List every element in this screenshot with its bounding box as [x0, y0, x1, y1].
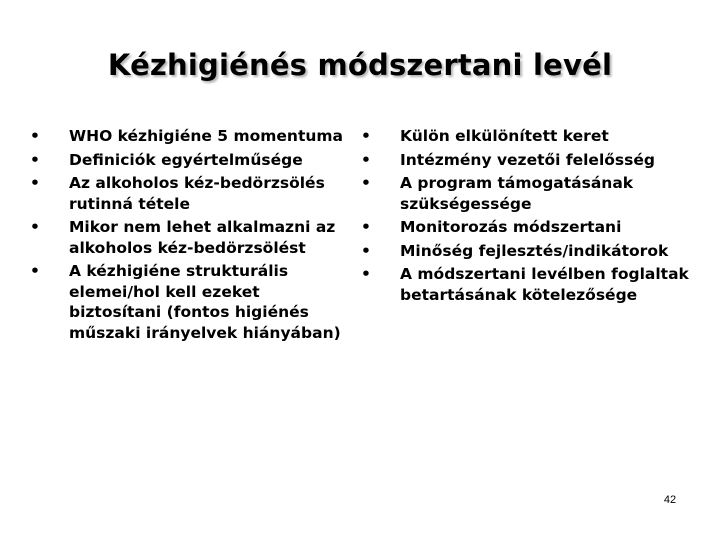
bullet-dot-icon: •	[361, 265, 371, 283]
bullet-dot-icon: •	[30, 174, 40, 192]
bullet-text: A módszertani levélben foglaltak betartásának kötelezősége	[400, 265, 689, 304]
bullet-text: A program támogatásának szükségessége	[400, 174, 634, 213]
page-number: 42	[663, 494, 677, 506]
bullet-text: WHO kézhigiéne 5 momentuma	[69, 127, 344, 145]
bullet-text: Külön elkülönített keret	[400, 127, 609, 145]
bullet-dot-icon: •	[361, 174, 371, 192]
bullet-item-alcohol-routine	[30, 173, 348, 214]
bullet-text: Mikor nem lehet alkalmazni az alkoholos kéz-bedörzsölést	[69, 218, 336, 257]
bullet-item-who-moments	[30, 126, 348, 147]
left-bullet-list	[30, 126, 348, 346]
bullet-dot-icon: •	[361, 241, 371, 260]
bullet-dot-icon: •	[361, 127, 371, 145]
bullet-text: Minőség fejlesztés/indikátorok	[400, 241, 669, 260]
bullet-text: Definiciók egyértelműsége	[69, 150, 303, 169]
bullet-text: Monitorozás módszertani	[400, 218, 622, 236]
bullet-dot-icon: •	[30, 218, 40, 236]
right-bullet-list	[361, 126, 691, 308]
bullet-item-alcohol-exceptions	[30, 217, 348, 258]
bullet-text: Intézmény vezetői felelősség	[400, 150, 655, 169]
bullet-item-structural-elements	[30, 261, 348, 343]
bullet-dot-icon: •	[30, 127, 40, 145]
bullet-dot-icon: •	[30, 262, 40, 280]
bullet-item-program-support	[361, 173, 691, 214]
bullet-dot-icon: •	[361, 150, 371, 169]
bullet-dot-icon: •	[361, 218, 371, 236]
bullet-item-mandatory-compliance	[361, 264, 691, 305]
bullet-item-monitoring	[361, 217, 691, 238]
bullet-dot-icon: •	[30, 150, 40, 169]
bullet-item-quality-indicators	[361, 241, 691, 262]
bullet-item-management-responsibility	[361, 150, 691, 171]
slide-title: Kézhigiénés módszertani levél	[107, 48, 613, 82]
bullet-item-separate-budget	[361, 126, 691, 147]
bullet-text: Az alkoholos kéz-bedörzsölés rutinná tétele	[69, 174, 325, 213]
bullet-text: A kézhigiéne strukturális elemei/hol kell ezeket biztosítani (fontos higiénés műszaki irányelvek hiányában)	[69, 262, 341, 342]
bullet-item-definitions	[30, 150, 348, 171]
